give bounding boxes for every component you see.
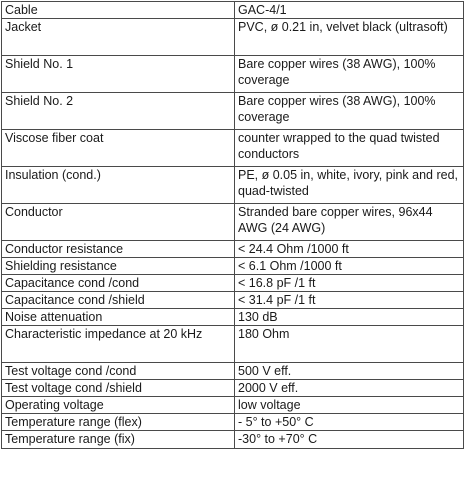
spec-label: Test voltage cond /shield [2, 380, 235, 397]
spec-value: 2000 V eff. [235, 380, 464, 397]
spec-value: < 6.1 Ohm /1000 ft [235, 258, 464, 275]
spec-value: 500 V eff. [235, 363, 464, 380]
spec-label: Temperature range (flex) [2, 414, 235, 431]
table-row [2, 167, 464, 204]
spec-value: GAC-4/1 [235, 2, 464, 19]
table-row [2, 414, 464, 431]
spec-value: PVC, ø 0.21 in, velvet black (ultrasoft) [235, 19, 464, 56]
spec-label: Shielding resistance [2, 258, 235, 275]
table-row [2, 275, 464, 292]
spec-value: -30° to +70° C [235, 431, 464, 449]
spec-value: < 31.4 pF /1 ft [235, 292, 464, 309]
spec-label: Shield No. 2 [2, 93, 235, 130]
table-row [2, 93, 464, 130]
spec-table-body [2, 2, 464, 449]
spec-value: counter wrapped to the quad twisted conductors [235, 130, 464, 167]
table-row [2, 204, 464, 241]
table-row [2, 397, 464, 414]
spec-label: Shield No. 1 [2, 56, 235, 93]
spec-value: < 16.8 pF /1 ft [235, 275, 464, 292]
spec-label: Insulation (cond.) [2, 167, 235, 204]
spec-label: Test voltage cond /cond [2, 363, 235, 380]
table-row [2, 19, 464, 56]
spec-value: 180 Ohm [235, 326, 464, 363]
spec-value: - 5° to +50° C [235, 414, 464, 431]
table-row [2, 292, 464, 309]
spec-value: PE, ø 0.05 in, white, ivory, pink and red, quad-twisted [235, 167, 464, 204]
spec-label: Conductor resistance [2, 241, 235, 258]
spec-value: Bare copper wires (38 AWG), 100% coverage [235, 93, 464, 130]
spec-label: Viscose fiber coat [2, 130, 235, 167]
table-row [2, 56, 464, 93]
cable-spec-table [1, 1, 464, 449]
spec-label: Conductor [2, 204, 235, 241]
table-row [2, 326, 464, 363]
spec-label: Cable [2, 2, 235, 19]
spec-value: 130 dB [235, 309, 464, 326]
table-row [2, 431, 464, 449]
spec-label: Capacitance cond /shield [2, 292, 235, 309]
table-row [2, 2, 464, 19]
spec-value: Stranded bare copper wires, 96x44 AWG (24 AWG) [235, 204, 464, 241]
spec-label: Temperature range (fix) [2, 431, 235, 449]
table-row [2, 241, 464, 258]
table-row [2, 309, 464, 326]
table-row [2, 258, 464, 275]
spec-value: low voltage [235, 397, 464, 414]
table-row [2, 130, 464, 167]
spec-label: Noise attenuation [2, 309, 235, 326]
table-row [2, 380, 464, 397]
spec-label: Characteristic impedance at 20 kHz [2, 326, 235, 363]
spec-value: Bare copper wires (38 AWG), 100% coverage [235, 56, 464, 93]
spec-label: Operating voltage [2, 397, 235, 414]
spec-label: Capacitance cond /cond [2, 275, 235, 292]
table-row [2, 363, 464, 380]
spec-label: Jacket [2, 19, 235, 56]
spec-value: < 24.4 Ohm /1000 ft [235, 241, 464, 258]
